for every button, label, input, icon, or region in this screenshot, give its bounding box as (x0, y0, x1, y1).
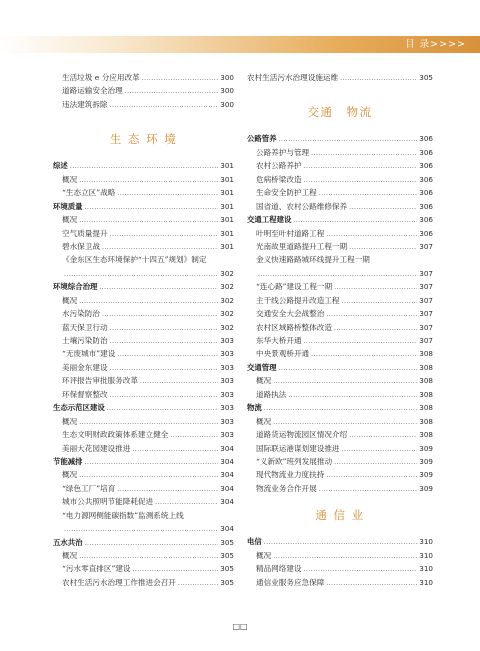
toc-entry-continuation (247, 267, 433, 280)
toc-entry-title: 生态示范区建设 (53, 403, 105, 413)
toc-entry (53, 173, 234, 186)
toc-entry (53, 347, 234, 360)
toc-entry-title: 交通安全大会战整治 (256, 309, 325, 319)
toc-entry-title: 概况 (62, 215, 78, 225)
header-title: 目 录>>>> (405, 39, 466, 50)
toc-entry-page: 302 (220, 309, 234, 319)
toc-entry (53, 482, 234, 495)
toc-entry (53, 495, 234, 508)
toc-entry (53, 415, 234, 428)
toc-entry-title: 空气质量提升 (62, 228, 108, 238)
toc-entry (53, 321, 234, 334)
toc-entry-title: 环境质量 (53, 201, 83, 211)
leader-dots (304, 160, 418, 173)
toc-entry-page: 302 (220, 295, 234, 305)
toc-entry-title: 交通工程建设 (247, 215, 292, 225)
toc-entry (53, 84, 234, 97)
toc-entry (247, 159, 433, 172)
toc-entry-page: 310 (419, 577, 433, 587)
toc-entry-title: 生态文明财政政策体系建立健全 (62, 430, 169, 440)
toc-entry-title: 《金东区生态环境保护“十四五”规划》制定 (62, 255, 207, 265)
section-title-transport: 交通 物流 (307, 105, 373, 120)
leader-dots (273, 416, 417, 429)
toc-heading-entry (247, 213, 433, 226)
toc-heading-entry (53, 401, 234, 414)
leader-dots (334, 281, 417, 294)
toc-entry (247, 307, 433, 320)
toc-entry-title: 概况 (256, 376, 272, 386)
toc-entry-page: 305 (419, 73, 433, 82)
toc-entry (247, 428, 433, 441)
toc-entry (247, 374, 433, 387)
toc-entry (53, 71, 234, 84)
toc-entry-page: 308 (419, 430, 433, 440)
toc-entry-page: 303 (220, 336, 234, 345)
leader-dots (342, 443, 418, 456)
leader-dots (293, 214, 417, 227)
toc-entry-page: 302 (220, 322, 234, 332)
toc-entry-title: 道路货运物流园区情况介绍 (256, 430, 348, 440)
toc-entry (247, 294, 433, 307)
toc-entry-title: 美丽金东建设 (62, 362, 108, 372)
leader-dots (79, 416, 218, 429)
leader-dots (110, 322, 219, 335)
toc-entry-page: 301 (220, 174, 234, 184)
section-title-telecom: 通 信 业 (315, 508, 365, 523)
leader-dots (125, 85, 219, 98)
toc-entry-title: 五水共治 (53, 537, 83, 547)
toc-entry-page: 310 (419, 537, 433, 547)
toc-entry-title: 美丽大花园建设推进 (62, 443, 131, 453)
toc-entry-page: 303 (220, 416, 234, 426)
toc-entry-title: 交通管理 (247, 362, 277, 372)
leader-dots (79, 295, 218, 308)
toc-entry-page: 307 (419, 282, 433, 292)
toc-entry-title: 叶明至叶村道路工程 (256, 228, 325, 238)
leader-dots (326, 308, 417, 321)
toc-entry-title: 通信业服务应急保障 (256, 577, 325, 587)
toc-entry (247, 388, 433, 401)
leader-dots (110, 362, 219, 375)
toc-entry (247, 482, 433, 495)
toc-entry-title: 概况 (62, 416, 78, 426)
leader-dots (79, 469, 218, 482)
leader-dots (304, 335, 418, 348)
leader-dots (178, 577, 218, 590)
leader-dots (304, 563, 418, 576)
toc-entry-title: 国省道、农村公路维修保养 (256, 201, 348, 211)
toc-left-column (53, 71, 234, 589)
toc-entry-page: 306 (419, 174, 433, 184)
leader-dots (70, 160, 218, 173)
toc-heading-entry (53, 536, 234, 549)
leader-dots (102, 308, 218, 321)
leader-dots (110, 99, 219, 112)
toc-entry-page: 301 (220, 201, 234, 211)
toc-entry-page: 305 (220, 564, 234, 574)
toc-entry-title: 农村生活污水治理设施运维 (247, 73, 339, 82)
toc-entry-title: 节能减排 (53, 456, 83, 466)
leader-dots (64, 523, 218, 536)
toc-entry-page: 306 (419, 201, 433, 211)
toc-entry-title: 中央景观桥开通 (256, 349, 310, 359)
leader-dots (110, 228, 219, 241)
toc-heading-entry (247, 361, 433, 374)
leader-dots (79, 214, 218, 227)
leader-dots (349, 201, 417, 214)
toc-entry-page: 308 (419, 349, 433, 359)
toc-entry (247, 347, 433, 360)
toc-entry-title: 国际联运港谋划建设推进 (256, 443, 340, 453)
toc-entry-continuation (53, 267, 234, 280)
leader-dots (334, 456, 417, 469)
toc-entry-page: 307 (419, 295, 433, 305)
toc-entry-page: 300 (220, 86, 234, 96)
toc-entry-title: 综述 (53, 161, 68, 171)
spacer (53, 111, 234, 119)
toc-entry-title: 光南故里道路提升工程一期 (256, 241, 348, 251)
toc-entry-title: 公路养护与管理 (256, 147, 310, 157)
page-number: □□ (232, 622, 248, 631)
toc-entry-page: 307 (419, 322, 433, 332)
leader-dots (326, 228, 417, 241)
leader-dots (311, 147, 417, 160)
leader-dots (279, 362, 418, 375)
toc-entry-title: 现代物流业力度扶持 (256, 470, 325, 480)
leader-dots (311, 348, 417, 361)
toc-entry (53, 294, 234, 307)
toc-entry-page: 304 (220, 497, 234, 507)
leader-dots (273, 550, 417, 563)
toc-entry (53, 213, 234, 226)
toc-entry (53, 186, 234, 199)
right-top-entries (247, 71, 433, 84)
toc-entry-title: 生活垃圾 e 分应用改革 (62, 73, 140, 82)
leader-dots (85, 537, 219, 550)
toc-entry-title: 精品网络建设 (256, 564, 302, 574)
toc-entry (247, 227, 433, 240)
toc-entry (247, 468, 433, 481)
toc-entry-title: 水污染防治 (62, 309, 100, 319)
toc-entry-title: “电力源网侧能碳指数”监测系统上线 (62, 510, 184, 520)
leader-dots (64, 268, 218, 281)
leader-dots (279, 133, 418, 146)
leader-dots (142, 72, 219, 85)
toc-entry-page: 304 (220, 483, 234, 493)
toc-entry-page: 310 (419, 550, 433, 560)
toc-entry-page: 308 (419, 389, 433, 399)
leader-dots (342, 295, 418, 308)
toc-entry (247, 280, 433, 293)
toc-entry-page: 303 (220, 376, 234, 386)
toc-entry-page: 306 (419, 188, 433, 198)
toc-entry-title: “连心路”建设工程一期 (256, 282, 333, 292)
toc-entry-page: 307 (419, 336, 433, 345)
leader-dots (155, 496, 218, 509)
toc-entry-page: 305 (220, 577, 234, 587)
toc-entry-title: 道路运输安全治理 (62, 86, 123, 96)
leader-dots (102, 241, 218, 254)
toc-entry (247, 562, 433, 575)
toc-entry-page: 310 (419, 564, 433, 574)
leader-dots (326, 577, 417, 590)
leader-dots (326, 469, 417, 482)
toc-entry-page: 309 (419, 443, 433, 453)
toc-entry-page: 303 (220, 430, 234, 440)
toc-entry-title: 生命安全防护工程 (256, 188, 317, 198)
toc-entry-page: 301 (220, 188, 234, 198)
toc-entry-title: 农村区域路桥整体改造 (256, 322, 332, 332)
toc-heading-entry (247, 401, 433, 414)
toc-entry-title: 农村生活污水治理工作推进会召开 (62, 577, 176, 587)
spacer (247, 84, 433, 92)
toc-heading-entry (53, 455, 234, 468)
leader-dots (133, 563, 219, 576)
toc-entry-title: 东华大桥开通 (256, 336, 302, 345)
toc-entry-title: “生态立区”战略 (62, 188, 116, 198)
toc-entry-title: 概况 (256, 550, 272, 560)
toc-heading-entry (53, 159, 234, 172)
toc-entry (53, 227, 234, 240)
toc-entry-title: “义新欧”班列发展推动 (256, 456, 333, 466)
toc-entry-page: 300 (220, 73, 234, 82)
toc-entry (53, 468, 234, 481)
leader-dots (79, 550, 218, 563)
toc-right-column (247, 71, 433, 589)
toc-entry (53, 428, 234, 441)
toc-entry (247, 321, 433, 334)
toc-entry-page: 303 (220, 389, 234, 399)
toc-entry-page: 306 (419, 134, 433, 144)
toc-entry (247, 186, 433, 199)
toc-entry (247, 442, 433, 455)
toc-heading-entry (247, 535, 433, 548)
leader-dots (273, 375, 417, 388)
toc-entry-page: 307 (419, 309, 433, 319)
toc-entry (247, 240, 433, 253)
toc-entry-title: 农村公路养护 (256, 161, 302, 171)
toc-entry-page: 303 (220, 349, 234, 359)
leader-dots (117, 483, 218, 496)
toc-entry-title: 城市公共照明节能降耗促进 (62, 497, 154, 507)
toc-entry (53, 240, 234, 253)
toc-entry-title: “无废城市”建设 (62, 349, 116, 359)
left-top-entries (53, 71, 234, 111)
leader-dots (117, 348, 218, 361)
toc-entry-title: “绿色工厂”培育 (62, 483, 116, 493)
toc-heading-entry (247, 132, 433, 145)
toc-entry-page: 301 (220, 215, 234, 225)
toc-entry (53, 549, 234, 562)
toc-entry-title: 环境综合治理 (53, 282, 98, 292)
leader-dots (264, 402, 417, 415)
toc-entry-page: 304 (220, 470, 234, 480)
toc-entry-title: 环评报告审批服务改革 (62, 376, 138, 386)
toc-entry-page: 301 (220, 241, 234, 251)
toc-entry-title: 危病桥梁改造 (256, 174, 302, 184)
toc-entry (247, 200, 433, 213)
toc-entry-continuation (53, 522, 234, 535)
toc-entry (53, 98, 234, 111)
toc-entry-title: 碧水保卫战 (62, 241, 100, 251)
toc-entry-page: 307 (419, 241, 433, 251)
toc-entry-page: 302 (220, 268, 234, 278)
toc-entry-title: “污水零直排区”建设 (62, 564, 131, 574)
toc-entry-title: 金义快速路路城环线提升工程一期 (256, 255, 370, 265)
section-title-ecology: 生 态 环 境 (109, 132, 178, 147)
toc-entry-title: 概况 (62, 174, 78, 184)
toc-entry (247, 576, 433, 589)
toc-entry-page: 307 (419, 268, 433, 278)
toc-entry (247, 455, 433, 468)
toc-entry-page: 308 (419, 416, 433, 426)
toc-entry-page: 301 (220, 161, 234, 171)
leader-dots (85, 201, 219, 214)
leader-dots (107, 402, 219, 415)
leader-dots (132, 443, 218, 456)
toc-entry-title: 道路执法 (256, 389, 287, 399)
toc-entry (53, 334, 234, 347)
toc-entry-page: 309 (419, 456, 433, 466)
toc-entry-page: 303 (220, 403, 234, 413)
toc-entry-page: 301 (220, 228, 234, 238)
toc-entry (247, 334, 433, 347)
toc-entry (53, 442, 234, 455)
toc-entry-title: 公路管养 (247, 134, 277, 144)
toc-entry-page: 306 (419, 147, 433, 157)
toc-entry (247, 173, 433, 186)
leader-dots (140, 375, 218, 388)
leader-dots (319, 187, 418, 200)
toc-entry (247, 146, 433, 159)
leader-dots (319, 483, 418, 496)
toc-entry-page: 308 (419, 376, 433, 386)
toc-entry-page: 309 (419, 483, 433, 493)
toc-entry-title: 概况 (62, 551, 78, 560)
toc-entry-title: 概况 (256, 416, 272, 426)
header-bar (0, 36, 480, 53)
toc-entry-page: 304 (220, 524, 234, 534)
toc-entry-title: 物流业务合作开展 (256, 483, 317, 493)
leader-dots (304, 174, 418, 187)
toc-entry-page: 306 (419, 215, 433, 225)
leader-dots (117, 187, 218, 200)
toc-entry-page: 308 (419, 362, 433, 372)
leader-dots (85, 456, 219, 469)
leader-dots (110, 389, 219, 402)
leader-dots (99, 281, 218, 294)
toc-entry-title: 土壤污染防治 (62, 336, 108, 345)
toc-entry-title: 蓝天保卫行动 (62, 322, 108, 332)
toc-entry-page: 308 (419, 403, 433, 413)
toc-entry (53, 388, 234, 401)
leader-dots (340, 72, 417, 85)
right-entries (247, 132, 433, 495)
leader-dots (288, 389, 417, 402)
toc-entry-page: 300 (220, 99, 234, 109)
toc-entry-page: 303 (220, 362, 234, 372)
toc-entry (247, 549, 433, 562)
toc-entry-page: 305 (220, 551, 234, 560)
toc-entry (53, 361, 234, 374)
toc-entry (53, 576, 234, 589)
toc-entry (247, 415, 433, 428)
toc-entry-title: 概况 (62, 295, 78, 305)
toc-entry-title: 环保督察整改 (62, 389, 108, 399)
toc-heading-entry (53, 280, 234, 293)
toc-entry-title: 概况 (62, 470, 78, 480)
leader-dots (264, 536, 417, 549)
toc-entry (53, 374, 234, 387)
toc-entry-title: 物流 (247, 403, 262, 413)
toc-entry-title: 主干线公路提升改造工程 (256, 295, 340, 305)
toc-entry-page: 304 (220, 443, 234, 453)
toc-entry-page: 304 (220, 456, 234, 466)
toc-entry-title: 违法建筑拆除 (62, 99, 108, 109)
toc-entry-title: 电信 (247, 537, 262, 547)
toc-entry-page: 306 (419, 161, 433, 171)
toc-entry-page: 309 (419, 470, 433, 480)
leader-dots (110, 335, 219, 348)
toc-entry-page: 302 (220, 282, 234, 292)
toc-entry-page: 305 (220, 537, 234, 547)
leader-dots (349, 241, 417, 254)
leader-dots (334, 322, 417, 335)
toc-entry (247, 71, 433, 84)
toc-entry (53, 562, 234, 575)
toc-heading-entry (53, 200, 234, 213)
right-entries-2 (247, 535, 433, 589)
leader-dots (258, 268, 417, 281)
left-entries (53, 159, 234, 589)
leader-dots (79, 174, 218, 187)
leader-dots (349, 429, 417, 442)
leader-dots (170, 429, 218, 442)
toc-entry-page: 306 (419, 228, 433, 238)
toc-entry (53, 307, 234, 320)
